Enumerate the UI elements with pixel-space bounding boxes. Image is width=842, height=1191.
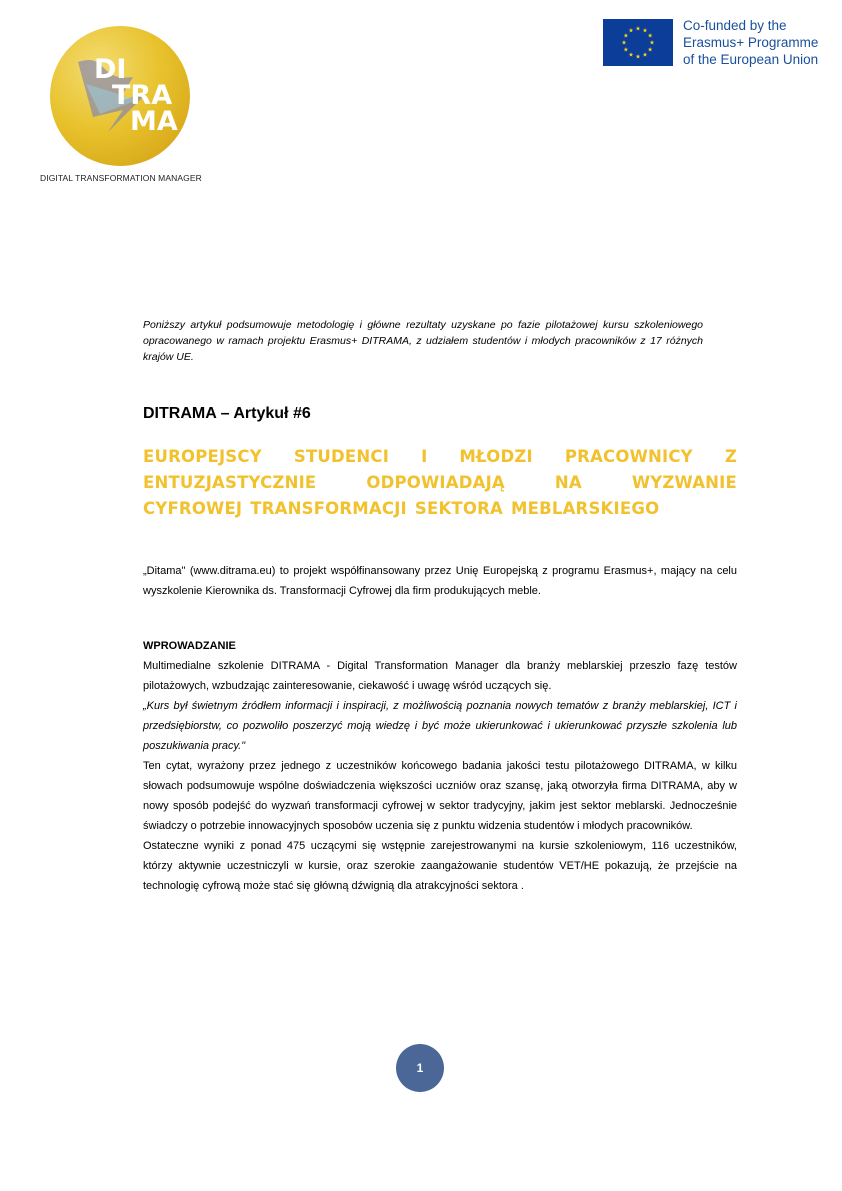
headline-word: TRANSFORMACJI <box>250 499 407 518</box>
ditrama-logo <box>38 22 208 192</box>
headline-word: I <box>421 447 428 466</box>
headline-word: ENTUZJASTYCZNIE <box>143 473 317 492</box>
project-description: „Ditama" (www.ditrama.eu) to projekt współfinansowany przez Unię Europejską z programu Erasmus+, mający na celu wyszkolenie Kierownika ds. Transformacji Cyfrowej dla firm produkujących meble. <box>143 565 737 597</box>
headline-word: SEKTORA <box>414 499 503 518</box>
headline <box>143 444 737 522</box>
introduction-section <box>143 636 737 896</box>
eu-text-line: Co-funded by the <box>683 18 787 33</box>
headline-word: MŁODZI <box>459 447 533 466</box>
body-paragraph: Ten cytat, wyrażony przez jednego z uczestników końcowego badania jakości testu pilotażowego DITRAMA, w kilku słowach podsumowuje wspólne doświadczenia większości uczniów oraz szansę, jaką otworzyła firma DITRAMA, aby w nowy sposób podejść do wyzwań transformacji cyfrowej w sektor tradycyjny, jakim jest sektor meblarski. Jednocześnie świadczy o potrzebie innowacyjnych sposobów uczenia się z punktu widzenia studentów i młodych pracowników. <box>143 760 737 832</box>
eu-cofunding-statement <box>683 17 833 68</box>
participant-quote: „Kurs był świetnym źródłem informacji i inspiracji, z możliwością poznania nowych tematów z branży meblarskiej, ICT i przedsiębiorstw, co pozwoliło poszerzyć moją wiedzę i być może ukierunkować i ukierunkować przyszłe szkolenia lub poszukiwania pracy." <box>143 700 737 752</box>
logo-wordmark: TRA <box>112 80 173 111</box>
headline-word: STUDENCI <box>293 447 390 466</box>
eu-text-line: of the European Union <box>683 52 819 67</box>
body-paragraph: Ostateczne wyniki z ponad 475 uczącymi się wstępnie zarejestrowanymi na kursie szkoleniowym, 116 uczestników, którzy aktywnie uczestniczyli w kursie, oraz szerokie zaangażowanie studentów VET/HE pokazują, że przejście na technologię cyfrową może stać się główną dźwignią dla atrakcyjności sektora . <box>143 840 737 892</box>
headline-line <box>143 496 737 522</box>
headline-word: EUROPEJSCY <box>143 447 262 466</box>
headline-word: WYZWANIE <box>631 473 737 492</box>
logo-wordmark: DI <box>94 54 127 85</box>
eu-text-line: Erasmus+ Programme <box>683 35 819 50</box>
logo-wordmark: MA <box>130 106 178 137</box>
page-number-badge: 1 <box>396 1044 444 1092</box>
intro-summary: Poniższy artykuł podsumowuje metodologię i główne rezultaty uzyskane po fazie pilotażowej kursu szkoleniowego opracowanego w ramach projektu Erasmus+ DITRAMA, z udziałem studentów i młodych pracowników z 17 różnych krajów UE. <box>143 319 703 363</box>
article-label: DITRAMA – Artykuł #6 <box>143 405 311 422</box>
headline-word: NA <box>554 473 582 492</box>
eu-flag-icon <box>603 19 673 66</box>
headline-line <box>143 444 737 470</box>
body-paragraph: Multimedialne szkolenie DITRAMA - Digital Transformation Manager dla branży meblarskiej przeszło fazę testów pilotażowych, wzbudzając zainteresowanie, ciekawość i uwagę wśród uczących się. <box>143 660 737 692</box>
headline-word: CYFROWEJ <box>143 499 243 518</box>
headline-line <box>143 470 737 496</box>
headline-word: Z <box>724 447 737 466</box>
section-heading: WPROWADZANIE <box>143 640 236 652</box>
headline-word: MEBLARSKIEGO <box>511 499 660 518</box>
logo-tagline: DIGITAL TRANSFORMATION MANAGER <box>40 173 202 183</box>
headline-word: PRACOWNICY <box>564 447 693 466</box>
headline-word: ODPOWIADAJĄ <box>366 473 505 492</box>
